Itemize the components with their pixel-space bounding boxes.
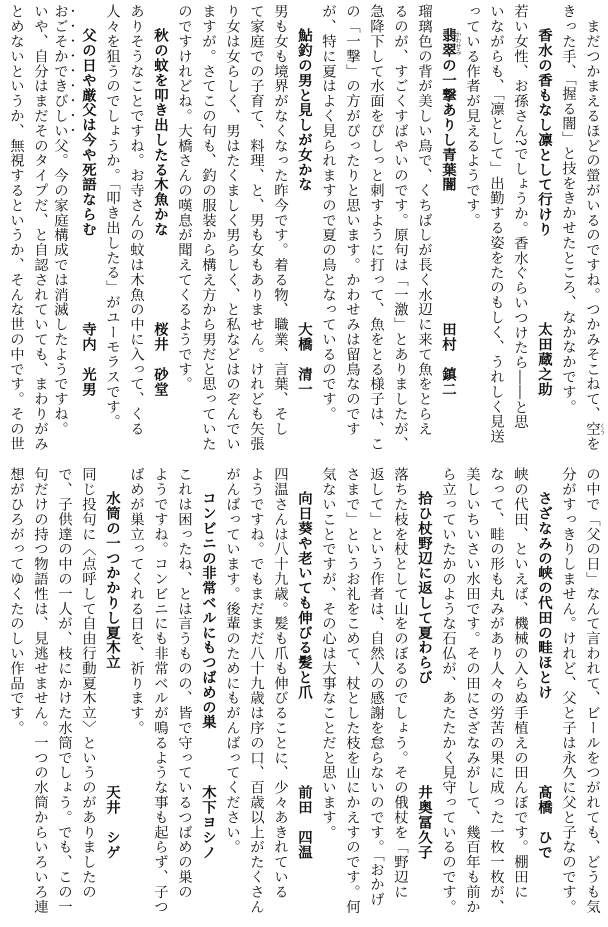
commentary-text: 想がひろがってゆくたのしい作品です。 (8, 467, 24, 736)
commentary-text: まだつかまえるほどの螢がいるのですね。つかみそこねて、空を (584, 4, 600, 451)
haiku-line (292, 467, 316, 919)
commentary-line (340, 4, 364, 456)
commentary-text: 急降下して水面をぴしっと刺すように打って、魚をとる様子は、こ (368, 4, 384, 451)
haiku-author: 井奥冨久子 (416, 785, 432, 860)
commentary-text: 落ちた枝を杖として山をのぼるのでしょう。その俄杖を「野辺に (392, 467, 408, 900)
commentary-line (52, 4, 76, 456)
commentary-line (4, 467, 28, 919)
ruby-reading: くう (598, 422, 605, 435)
commentary-line (268, 4, 292, 456)
commentary-text: 男も女も境界がなくなった昨今です。着る物、職業、言葉、そし (272, 4, 288, 437)
ruby-reading: かわせみ (454, 30, 461, 55)
commentary-text: の中で「父の日」なんて言われて、ビールをつがれても、どうも気 (584, 467, 600, 914)
bottom-text-block (4, 467, 604, 919)
commentary-line (388, 4, 412, 456)
haiku-text: 鮎釣の男と見しが女かな (296, 28, 312, 192)
commentary-line (244, 4, 268, 456)
commentary-text: ますが。さてこの句も、釣の服装から構え方から男だと思っていた (200, 4, 216, 451)
commentary-line (316, 4, 340, 456)
commentary-line (172, 4, 196, 456)
commentary-line (460, 467, 484, 919)
haiku-text: 水筒の一つかかりし夏木立 (104, 491, 120, 670)
commentary-line (28, 4, 52, 456)
commentary-line (244, 467, 268, 919)
commentary-text: っている作者が見えるようです。 (464, 4, 480, 228)
haiku-author: 木下ヨシノ (200, 785, 216, 860)
haiku-author: 天井 シゲ (104, 785, 120, 860)
haiku-text: さざなみの峡の代田の畦ほとけ (536, 491, 552, 700)
commentary-line (508, 4, 532, 456)
haiku-author: 桜井 砂堂 (152, 322, 168, 397)
haiku-line (532, 4, 556, 456)
commentary-line (28, 467, 52, 919)
commentary-line (220, 4, 244, 456)
commentary-text: ばめが巣立ってくれる日を、祈ります。 (128, 467, 144, 736)
commentary-line (580, 4, 604, 456)
haiku-author: 大橋 清一 (296, 322, 312, 397)
commentary-text: ありそうなことですね。お寺さんの蚊は木魚の中に入って、くる (128, 4, 144, 437)
haiku-author: 髙橋 ひで (536, 785, 552, 860)
haiku-line (76, 4, 100, 456)
haiku-text: 向日葵や老いても伸びる髪と爪 (296, 491, 312, 700)
commentary-line (412, 4, 436, 456)
haiku-text: 父の日や厳父は今や死語ならむ (80, 28, 96, 237)
commentary-line (100, 4, 124, 456)
haiku-line (292, 4, 316, 456)
haiku-text: コンビニの非常ベルにもつばめの巣 (200, 491, 216, 730)
commentary-line (364, 4, 388, 456)
commentary-line (460, 4, 484, 456)
commentary-text: のですけれどね。大橋さんの嘆息が聞えてくるようです。 (176, 4, 192, 392)
haiku-text: 翡翠の一撃ありし青葉闇 (440, 28, 456, 192)
commentary-line (340, 467, 364, 919)
haiku-text: 秋の蚊を叩き出したる木魚かな (152, 28, 168, 237)
commentary-text: 若い女性、お孫さん?でしょうか。香水ぐらいつけたら――と思 (512, 4, 528, 430)
commentary-text: て家庭での子育て、料理、と、男も女もありません。けれども矢張 (248, 4, 264, 451)
commentary-text: り女は女らしく、男はたくましく男らしく、と私などはのぞんでい (224, 4, 240, 451)
commentary-text: おごそかできびしい父。今の家庭構成では消滅したようですね。 (52, 4, 68, 437)
commentary-text: 句だけの持つ物語性は、見逃せません。一つの水筒からいろいろ連 (32, 467, 48, 914)
haiku-author: 前田 四温 (296, 785, 312, 860)
commentary-line (124, 467, 148, 919)
commentary-line (52, 467, 76, 919)
commentary-text: 峡の代田、といえば、機械の入らぬ手植えの田んぼです。棚田に (512, 467, 528, 900)
commentary-text: 四温さんは八十九歳。髪も爪も伸びることに、少々あきれている (272, 467, 288, 900)
commentary-line (268, 467, 292, 919)
commentary-text: これは困ったね、とは言うものの、皆で守っているつばめの巣の (176, 467, 192, 900)
commentary-line (148, 467, 172, 919)
commentary-line (436, 467, 460, 919)
commentary-text: とめないというか、無視するというか、そんな世の中です。その世 (8, 4, 24, 451)
haiku-line (196, 467, 220, 919)
top-text-block (4, 4, 604, 456)
haiku-author: 田村 鎮二 (440, 322, 456, 397)
haiku-text: 拾ひ杖野辺に返して夏わらび (416, 491, 432, 685)
commentary-line (4, 4, 28, 456)
commentary-text: さまで」というお礼をこめて、杖とした枝を山にかえすのです。何 (344, 467, 360, 914)
commentary-text: なって、畦の形も丸みがあり人々の労苦の果に成った一枚一枚が、 (488, 467, 504, 914)
commentary-line (196, 4, 220, 456)
commentary-text: 分がすっきりしません。けれど、父と子は永久に父と子なのです。 (560, 467, 576, 914)
commentary-text: 気ないことですが、その心は大事なことだと思います。 (320, 467, 336, 840)
haiku-author: 寺内 光男 (80, 322, 96, 397)
commentary-text: 同じ投句に〈点呼して自由行動夏木立〉というのがありましたの (80, 467, 96, 900)
commentary-line (124, 4, 148, 456)
commentary-text: 返して」という作者は、自然人の感謝を怠らないのです。「おかげ (368, 467, 384, 907)
commentary-text: きった手、「握る闇」と技をきかせたところ、なかなかです。 (560, 4, 576, 414)
haiku-line (412, 467, 436, 919)
haiku-text: 香水の香もなし凛として行けり (536, 28, 552, 237)
emphasized-phrase: おごそかできびしい (52, 4, 68, 139)
commentary-line (388, 467, 412, 919)
commentary-text: で、子供達の中の一人が、枝にかけた水筒でしょう。でも、この一 (56, 467, 72, 914)
commentary-line (556, 467, 580, 919)
commentary-text: が、特に夏はよく見られますので夏の鳥となっているのです。 (320, 4, 336, 422)
haiku-line (436, 4, 460, 456)
commentary-text: 美しいちいさい水田です。その田にさざなみがして、幾百年も前か (464, 467, 480, 914)
commentary-line (484, 4, 508, 456)
haiku-line (100, 467, 124, 919)
commentary-line (364, 467, 388, 919)
commentary-line (484, 467, 508, 919)
haiku-author: 太田蔵之助 (536, 322, 552, 397)
commentary-line (508, 467, 532, 919)
commentary-text: いや、自分はまだそのタイプだ、と自認されていても、まわりがみ (32, 4, 48, 451)
commentary-line (580, 467, 604, 919)
commentary-text: ら立っていたかのような石仏が、あたたかく見守っているのです。 (440, 467, 456, 914)
commentary-line (172, 467, 196, 919)
haiku-line (148, 4, 172, 456)
commentary-text: ようですね。コンビニにも非常ベルが鳴るような事も起らず、子つ (152, 467, 168, 914)
commentary-text: いながらも、「凛として」出勤する姿をたのもしく、うれしく見送 (488, 4, 504, 444)
commentary-line (556, 4, 580, 456)
commentary-text: るのが、すごくすばやいのです。原句は「一激」とありましたが、 (392, 4, 408, 451)
commentary-line (316, 467, 340, 919)
commentary-line (76, 467, 100, 919)
commentary-text: 瑠璃色の背が美しい鳥で、くちばしが長く水辺に来て魚をとらえ (416, 4, 432, 437)
commentary-line (220, 467, 244, 919)
commentary-text: 人々を狙うのでしょうか。「叩き出したる」がユーモラスです。 (104, 4, 120, 429)
haiku-line (532, 467, 556, 919)
commentary-text: がんばっています。後輩のためにもがんばってください。 (224, 467, 240, 855)
commentary-text: の「一撃」の方がぴったりと思います。かわせみは留鳥なのです (344, 4, 360, 437)
commentary-text: ようですね。でもまだまだ八十九歳は序の口、百歳以上がたくさん (248, 467, 264, 914)
